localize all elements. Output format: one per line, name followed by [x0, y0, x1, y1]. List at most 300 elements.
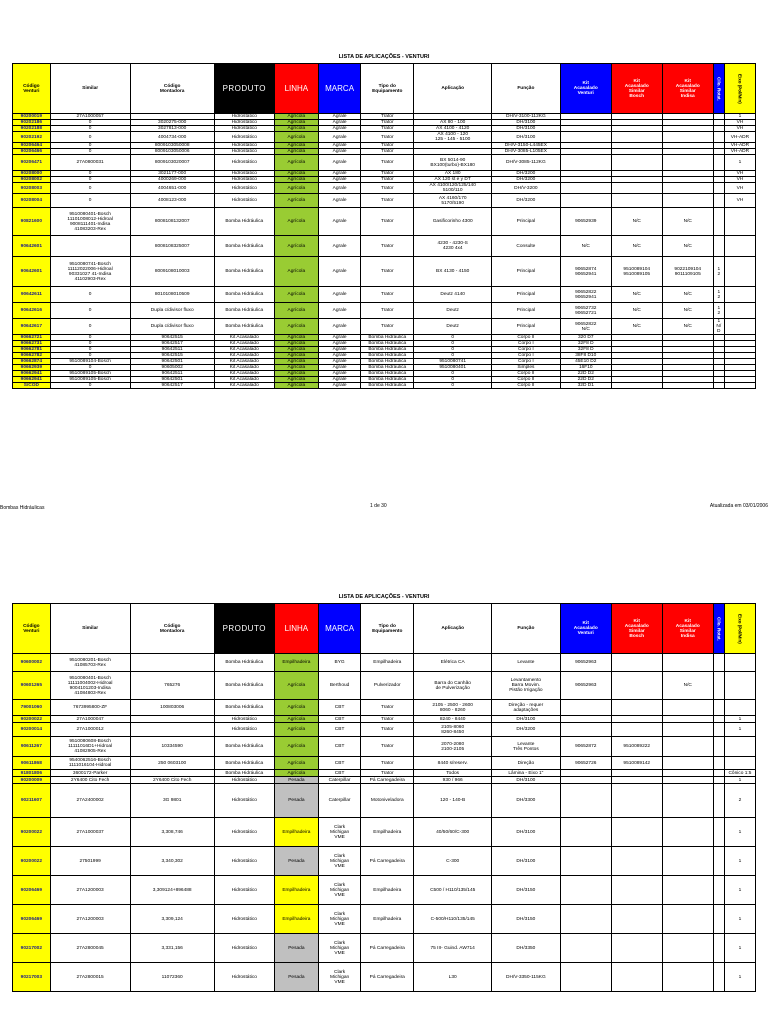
cell-codigo-montadora: 10334590	[130, 737, 214, 757]
cell-aplicacao: L30	[414, 963, 492, 992]
cell-similar: 27A2800045	[50, 934, 130, 963]
cell-codigo-venturi: 90206469	[13, 876, 51, 905]
cell-funcao: Corpo II	[492, 371, 561, 377]
col-kit-bosch: Kit Acasalado Similar Bosch	[611, 64, 662, 114]
cell-marca: Agrale	[319, 383, 361, 389]
cell-funcao: Corpo I	[492, 353, 561, 359]
cell-codigo-venturi: 90200022	[13, 716, 51, 723]
cell-eixo	[724, 757, 755, 770]
cell-linha: Agrícola	[274, 672, 318, 700]
cell-codigo-montadora: 8009103050006	[130, 149, 214, 155]
cell-produto: Hidrostático	[214, 155, 274, 171]
cell-tipo-equipamento: Bomba Hidráulica	[361, 365, 414, 371]
cell-codigo-montadora: 90642511	[130, 347, 214, 353]
cell-aplicacao: C500 / H110/135/145	[414, 876, 492, 905]
cell-similar: 9510089105-Bosch	[50, 377, 130, 383]
cell-codigo-montadora: 3021177-000	[130, 171, 214, 177]
cell-similar: 0	[50, 143, 130, 149]
table-row	[13, 155, 756, 171]
cell-similar: 9510089105-Bosch	[50, 371, 130, 377]
cell-funcao: Principal	[492, 257, 561, 287]
table-row	[13, 876, 756, 905]
cell-funcao: DH/3100	[492, 847, 561, 876]
cell-kit-bosch	[611, 183, 662, 194]
cell-linha: Agrícola	[274, 126, 318, 132]
col-kit-venturi: Kit Acasalado Venturi	[560, 604, 611, 654]
cell-cilo-rotat	[713, 236, 724, 257]
cell-funcao: DH/3150	[492, 876, 561, 905]
col-codigo-montadora: Código Montadora	[130, 64, 214, 114]
cell-marca: Agrale	[319, 347, 361, 353]
application-table	[12, 603, 756, 992]
cell-eixo: VH	[724, 171, 755, 177]
cell-tipo-equipamento: Trator	[361, 171, 414, 177]
col-kit-indisa: Kit Acasalado Similar Indisa	[662, 604, 713, 654]
cell-linha: Agrícola	[274, 257, 318, 287]
cell-marca: Agrale	[319, 208, 361, 236]
col-codigo-montadora: Código Montadora	[130, 604, 214, 654]
cell-linha: Pesada	[274, 784, 318, 818]
cell-cilo-rotat	[713, 700, 724, 716]
cell-produto: Kit Acasalado	[214, 371, 274, 377]
cell-codigo-montadora: 3,331,156	[130, 934, 214, 963]
cell-kit-bosch	[611, 194, 662, 208]
cell-codigo-montadora	[130, 654, 214, 672]
cell-codigo-venturi: 90662941	[13, 377, 51, 383]
cell-tipo-equipamento: Bomba Hidráulica	[361, 371, 414, 377]
cell-funcao: Levantamento Barra Movim. Pistão Irrigação	[492, 672, 561, 700]
cell-similar: 0	[50, 132, 130, 143]
cell-marca: Agrale	[319, 149, 361, 155]
cell-codigo-venturi: 90662731	[13, 341, 51, 347]
cell-linha: Empilhadeira	[274, 876, 318, 905]
col-funcao: Função	[492, 64, 561, 114]
cell-kit-venturi: 22D D2	[560, 371, 611, 377]
cell-tipo-equipamento: Trator	[361, 757, 414, 770]
cell-marca: Berthoud	[319, 672, 361, 700]
table-row	[13, 905, 756, 934]
cell-eixo: VH-ADR	[724, 132, 755, 143]
cell-eixo: VH	[724, 194, 755, 208]
cell-marca: Agrale	[319, 126, 361, 132]
cell-codigo-venturi: 90202192	[13, 132, 51, 143]
cell-linha: Agrícola	[274, 194, 318, 208]
cell-codigo-venturi: 90202186	[13, 120, 51, 126]
cell-eixo: 1	[724, 905, 755, 934]
table-row	[13, 287, 756, 303]
table-row	[13, 257, 756, 287]
cell-marca: Agrale	[319, 171, 361, 177]
cell-produto: Hidrostático	[214, 143, 274, 149]
cell-aplicacao: 0	[414, 341, 492, 347]
cell-kit-bosch	[611, 383, 662, 389]
cell-cilo-rotat	[713, 716, 724, 723]
cell-tipo-equipamento: Trator	[361, 194, 414, 208]
table-row	[13, 716, 756, 723]
cell-kit-indisa	[662, 700, 713, 716]
cell-funcao: Consulte	[492, 236, 561, 257]
cell-produto: Bomba Hidráulica	[214, 303, 274, 319]
cell-eixo	[724, 672, 755, 700]
cell-cilo-rotat	[713, 963, 724, 992]
cell-tipo-equipamento: Bomba Hidráulica	[361, 359, 414, 365]
cell-linha: Agrícola	[274, 132, 318, 143]
cell-kit-venturi	[560, 963, 611, 992]
cell-kit-venturi: 16F10	[560, 365, 611, 371]
cell-codigo-venturi: 90208003	[13, 183, 51, 194]
cell-kit-bosch	[611, 132, 662, 143]
cell-produto: Hidrostático	[214, 905, 274, 934]
cell-funcao: Corpo II	[492, 383, 561, 389]
cell-linha: Empilhadeira	[274, 818, 318, 847]
cell-kit-indisa: N/C	[662, 236, 713, 257]
col-cilo-rotat: Cilo. Rotat.	[713, 64, 724, 114]
cell-marca: Clark Michigan VME	[319, 963, 361, 992]
table-row	[13, 770, 756, 777]
col-eixo: Eixo (Pol/Min)	[724, 64, 755, 114]
table-row	[13, 672, 756, 700]
cell-codigo-venturi: 91801806	[13, 770, 51, 777]
cell-produto: Hidrostático	[214, 114, 274, 120]
cell-codigo-montadora: 90642515	[130, 353, 214, 359]
cell-eixo: 1	[724, 716, 755, 723]
cell-codigo-venturi: 90662939	[13, 365, 51, 371]
cell-codigo-montadora: 3,309124+896488	[130, 876, 214, 905]
cell-marca: Clark Michigan VME	[319, 818, 361, 847]
cell-codigo-montadora: 8010108010509	[130, 287, 214, 303]
cell-marca: Agrale	[319, 303, 361, 319]
cell-kit-indisa	[662, 654, 713, 672]
cell-cilo-rotat	[713, 183, 724, 194]
cell-aplicacao: Elétrica CA	[414, 654, 492, 672]
cell-kit-indisa	[662, 876, 713, 905]
table-row	[13, 723, 756, 737]
cell-produto: Bomba Hidráulica	[214, 654, 274, 672]
cell-produto: Kit Acasalado	[214, 347, 274, 353]
footer-updated: Atualizada em 03/01/2006	[709, 503, 768, 509]
cell-linha: Empilhadeira	[274, 654, 318, 672]
cell-marca: Clark Michigan VME	[319, 847, 361, 876]
col-tipo-equipamento: Tipo do Equipamento	[361, 64, 414, 114]
cell-aplicacao: 0	[414, 353, 492, 359]
cell-codigo-montadora: 8009108010003	[130, 257, 214, 287]
cell-funcao: DH/3200	[492, 171, 561, 177]
cell-funcao: DH/3100	[492, 818, 561, 847]
cell-codigo-montadora: 3,308,746	[130, 818, 214, 847]
cell-produto: Hidrostático	[214, 183, 274, 194]
cell-codigo-montadora	[130, 716, 214, 723]
cell-tipo-equipamento: Pá Carregadeira	[361, 777, 414, 784]
cell-codigo-montadora: 8008108325007	[130, 236, 214, 257]
cell-similar: 27A2800015	[50, 963, 130, 992]
cell-cilo-rotat	[713, 905, 724, 934]
cell-codigo-venturi: 90642601	[13, 257, 51, 287]
cell-kit-bosch	[611, 934, 662, 963]
cell-funcao: Corpo I	[492, 359, 561, 365]
cell-kit-venturi: 90652963	[560, 672, 611, 700]
cell-marca: Agrale	[319, 257, 361, 287]
cell-codigo-montadora: 90642501	[130, 359, 214, 365]
cell-produto: Kit Acasalado	[214, 353, 274, 359]
cell-aplicacao: 930 / 966	[414, 777, 492, 784]
cell-codigo-venturi: 90642601	[13, 236, 51, 257]
cell-kit-indisa	[662, 905, 713, 934]
cell-aplicacao: 8240 - 8440	[414, 716, 492, 723]
cell-funcao: DH/V-3100-112KG	[492, 114, 561, 120]
cell-codigo-venturi: 90217002	[13, 934, 51, 963]
cell-similar: 27A1200003	[50, 905, 130, 934]
cell-produto: Hidrostático	[214, 120, 274, 126]
header-row	[13, 604, 756, 654]
cell-kit-bosch	[611, 700, 662, 716]
cell-kit-venturi	[560, 132, 611, 143]
cell-produto: Hidrostático	[214, 126, 274, 132]
cell-linha: Pesada	[274, 847, 318, 876]
cell-produto: Hidrostático	[214, 847, 274, 876]
cell-similar: 0	[50, 194, 130, 208]
cell-eixo: 1	[724, 114, 755, 120]
cell-kit-venturi	[560, 818, 611, 847]
table-row	[13, 303, 756, 319]
cell-funcao: Levante Três Pontos	[492, 737, 561, 757]
cell-aplicacao: 0	[414, 377, 492, 383]
cell-kit-indisa: N/C	[662, 303, 713, 319]
cell-kit-venturi	[560, 784, 611, 818]
cell-similar: 9510080401-Bosch 11111004002-Hidroal 9004101203-Indisa 41084803-Rex	[50, 672, 130, 700]
cell-produto: Bomba Hidráulica	[214, 672, 274, 700]
cell-linha: Agrícola	[274, 236, 318, 257]
col-kit-venturi: Kit Acasalado Venturi	[560, 64, 611, 114]
table-row	[13, 777, 756, 784]
cell-marca: BYG	[319, 654, 361, 672]
cell-tipo-equipamento: Trator	[361, 177, 414, 183]
cell-similar: 27A2400002	[50, 784, 130, 818]
cell-tipo-equipamento: Trator	[361, 737, 414, 757]
cell-similar: 27A0800031	[50, 155, 130, 171]
col-codigo-venturi: Código Venturi	[13, 64, 51, 114]
table-row	[13, 319, 756, 335]
cell-eixo: 1	[724, 963, 755, 992]
cell-linha: Agrícola	[274, 770, 318, 777]
cell-aplicacao: 2105-8060 8260-8450	[414, 723, 492, 737]
footer-left: Bombas Hidráulicas	[0, 505, 45, 511]
cell-kit-bosch	[611, 876, 662, 905]
cell-funcao: Principal	[492, 319, 561, 335]
cell-codigo-montadora: 100803006	[130, 700, 214, 716]
cell-kit-indisa	[662, 770, 713, 777]
cell-linha: Agrícola	[274, 149, 318, 155]
cell-codigo-montadora: Dupla c/divisor fluxo	[130, 319, 214, 335]
cell-tipo-equipamento: Trator	[361, 149, 414, 155]
cell-kit-venturi	[560, 716, 611, 723]
cell-funcao: DH/V-3200	[492, 183, 561, 194]
col-tipo-equipamento: Tipo do Equipamento	[361, 604, 414, 654]
cell-codigo-montadora: 765276	[130, 672, 214, 700]
cell-produto: Kit Acasalado	[214, 359, 274, 365]
cell-kit-indisa	[662, 784, 713, 818]
cell-kit-venturi: 32F8 D	[560, 347, 611, 353]
cell-codigo-montadora: 90642515	[130, 335, 214, 341]
cell-codigo-venturi: 90600002	[13, 654, 51, 672]
cell-eixo: 2	[724, 784, 755, 818]
cell-kit-venturi: N/C	[560, 236, 611, 257]
cell-marca: Agrale	[319, 353, 361, 359]
cell-kit-bosch: N/C	[611, 303, 662, 319]
cell-codigo-venturi: 90662941	[13, 371, 51, 377]
cell-funcao: DH/3150	[492, 905, 561, 934]
cell-eixo	[724, 383, 755, 389]
cell-funcao: DH/3200	[492, 723, 561, 737]
cell-similar: 0	[50, 353, 130, 359]
cell-linha: Agrícola	[274, 737, 318, 757]
cell-tipo-equipamento: Trator	[361, 236, 414, 257]
cell-codigo-venturi: 90200022	[13, 818, 51, 847]
cell-codigo-montadora: 250 0603100	[130, 757, 214, 770]
cell-codigo-montadora: 8009103050008	[130, 143, 214, 149]
cell-aplicacao: 40/50/60/C-300	[414, 818, 492, 847]
cell-similar: 0	[50, 303, 130, 319]
cell-tipo-equipamento: Trator	[361, 770, 414, 777]
cell-kit-bosch	[611, 777, 662, 784]
cell-codigo-montadora: 3G 9801	[130, 784, 214, 818]
cell-produto: Kit Acasalado	[214, 365, 274, 371]
cell-marca: Agrale	[319, 143, 361, 149]
cell-eixo	[724, 654, 755, 672]
cell-eixo	[724, 303, 755, 319]
cell-tipo-equipamento: Trator	[361, 287, 414, 303]
cell-produto: Hidrostático	[214, 194, 274, 208]
cell-funcao: DH/3100	[492, 126, 561, 132]
cell-kit-bosch	[611, 963, 662, 992]
cell-funcao: Corpo II	[492, 377, 561, 383]
table-row	[13, 208, 756, 236]
cell-produto: Hidrostático	[214, 149, 274, 155]
cell-produto: Hidrostático	[214, 784, 274, 818]
cell-aplicacao: 0	[414, 347, 492, 353]
table-row	[13, 934, 756, 963]
cell-aplicacao: Barra do Canhão de Pulverização	[414, 672, 492, 700]
cell-linha: Pesada	[274, 934, 318, 963]
cell-aplicacao: C-300	[414, 847, 492, 876]
cell-kit-venturi: 38F8 D10	[560, 353, 611, 359]
col-aplicacao: Aplicação	[414, 604, 492, 654]
cell-linha: Agrícola	[274, 359, 318, 365]
cell-funcao: DH/3350	[492, 934, 561, 963]
cell-eixo: 1	[724, 777, 755, 784]
cell-kit-bosch	[611, 155, 662, 171]
table-row	[13, 654, 756, 672]
cell-funcao: Principal	[492, 303, 561, 319]
cell-eixo: Cônico 1:5	[724, 770, 755, 777]
cell-codigo-venturi: 90211607	[13, 784, 51, 818]
table-row	[13, 236, 756, 257]
cell-similar: 9510089104-Bosch	[50, 359, 130, 365]
table-row	[13, 383, 756, 389]
cell-codigo-venturi: 90206469	[13, 905, 51, 934]
cell-aplicacao: Gasificorinho 4300	[414, 208, 492, 236]
cell-kit-indisa	[662, 847, 713, 876]
cell-kit-venturi	[560, 770, 611, 777]
cell-similar: 9510080741-Bosch 11112022006-Hidroal 90331027 41-Indisa 41102903-Rex	[50, 257, 130, 287]
cell-kit-venturi	[560, 905, 611, 934]
cell-produto: Kit Acasalado	[214, 335, 274, 341]
cell-eixo: 1	[724, 723, 755, 737]
cell-codigo-venturi: 90200014	[13, 723, 51, 737]
cell-kit-indisa	[662, 818, 713, 847]
cell-tipo-equipamento: Pá Carregadeira	[361, 934, 414, 963]
cell-similar: 0	[50, 177, 130, 183]
cell-linha: Agrícola	[274, 303, 318, 319]
cell-aplicacao: 120 - 140-B	[414, 784, 492, 818]
cell-tipo-equipamento: Empilhadeira	[361, 876, 414, 905]
cell-produto: Bomba Hidráulica	[214, 319, 274, 335]
cell-tipo-equipamento: Pá Carregadeira	[361, 963, 414, 992]
cell-aplicacao: AX 80 - 100	[414, 120, 492, 126]
cell-eixo: VH-ADR	[724, 143, 755, 149]
header-row	[13, 64, 756, 114]
cell-codigo-montadora	[130, 770, 214, 777]
cell-produto: Hidrostático	[214, 171, 274, 177]
cell-similar: 0	[50, 383, 130, 389]
col-funcao: Função	[492, 604, 561, 654]
cell-similar: 27A1000057	[50, 114, 130, 120]
cell-kit-indisa	[662, 132, 713, 143]
cell-cilo-rotat	[713, 818, 724, 847]
cell-funcao: DH/V-3085-112KG	[492, 155, 561, 171]
cell-linha: Pesada	[274, 963, 318, 992]
cell-tipo-equipamento: Trator	[361, 257, 414, 287]
cell-kit-bosch: 9510089104 9510089105	[611, 257, 662, 287]
cell-marca: CBT	[319, 737, 361, 757]
cell-marca: CBT	[319, 716, 361, 723]
cell-aplicacao: 2070-2080 2100-2105	[414, 737, 492, 757]
cell-similar: 3600172-Parker	[50, 770, 130, 777]
cell-linha: Agrícola	[274, 120, 318, 126]
cell-similar: 0	[50, 126, 130, 132]
cell-similar: 9510080608-Bosch 11111016D1+Hidroal 41082905-Rex	[50, 737, 130, 757]
cell-funcao: DH/3300	[492, 784, 561, 818]
cell-codigo-montadora: 90642517	[130, 383, 214, 389]
cell-kit-venturi	[560, 876, 611, 905]
cell-kit-indisa	[662, 155, 713, 171]
cell-kit-bosch	[611, 770, 662, 777]
cell-marca: CBT	[319, 700, 361, 716]
cell-aplicacao: AX 4100/120/125/140 5100/110	[414, 183, 492, 194]
cell-produto: Bomba Hidráulica	[214, 700, 274, 716]
cell-aplicacao: AX 180	[414, 171, 492, 177]
col-linha: LINHA	[274, 64, 318, 114]
cell-cilo-rotat	[713, 737, 724, 757]
cell-similar: 9510080401-Bosch 11101008012-Hidroal 9008111401-Indisa 41083203-Rex	[50, 208, 130, 236]
cell-codigo-montadora: Dupla c/divisor fluxo	[130, 303, 214, 319]
cell-marca: Agrale	[319, 371, 361, 377]
cell-codigo-venturi: 90611868	[13, 757, 51, 770]
cell-funcao: DH/3100	[492, 132, 561, 143]
col-marca: MARCA	[319, 604, 361, 654]
cell-funcao: DH/3100	[492, 120, 561, 126]
cell-linha: Agrícola	[274, 208, 318, 236]
cell-eixo: 1	[724, 876, 755, 905]
cell-marca: Agrale	[319, 183, 361, 194]
cell-aplicacao: 0	[414, 371, 492, 377]
cell-linha: Agrícola	[274, 723, 318, 737]
cell-marca: Agrale	[319, 365, 361, 371]
cell-linha: Pesada	[274, 777, 318, 784]
cell-linha: Agrícola	[274, 183, 318, 194]
cell-cilo-rotat	[713, 847, 724, 876]
cell-codigo-montadora: 4004734-000	[130, 132, 214, 143]
cell-similar: 27501999	[50, 847, 130, 876]
